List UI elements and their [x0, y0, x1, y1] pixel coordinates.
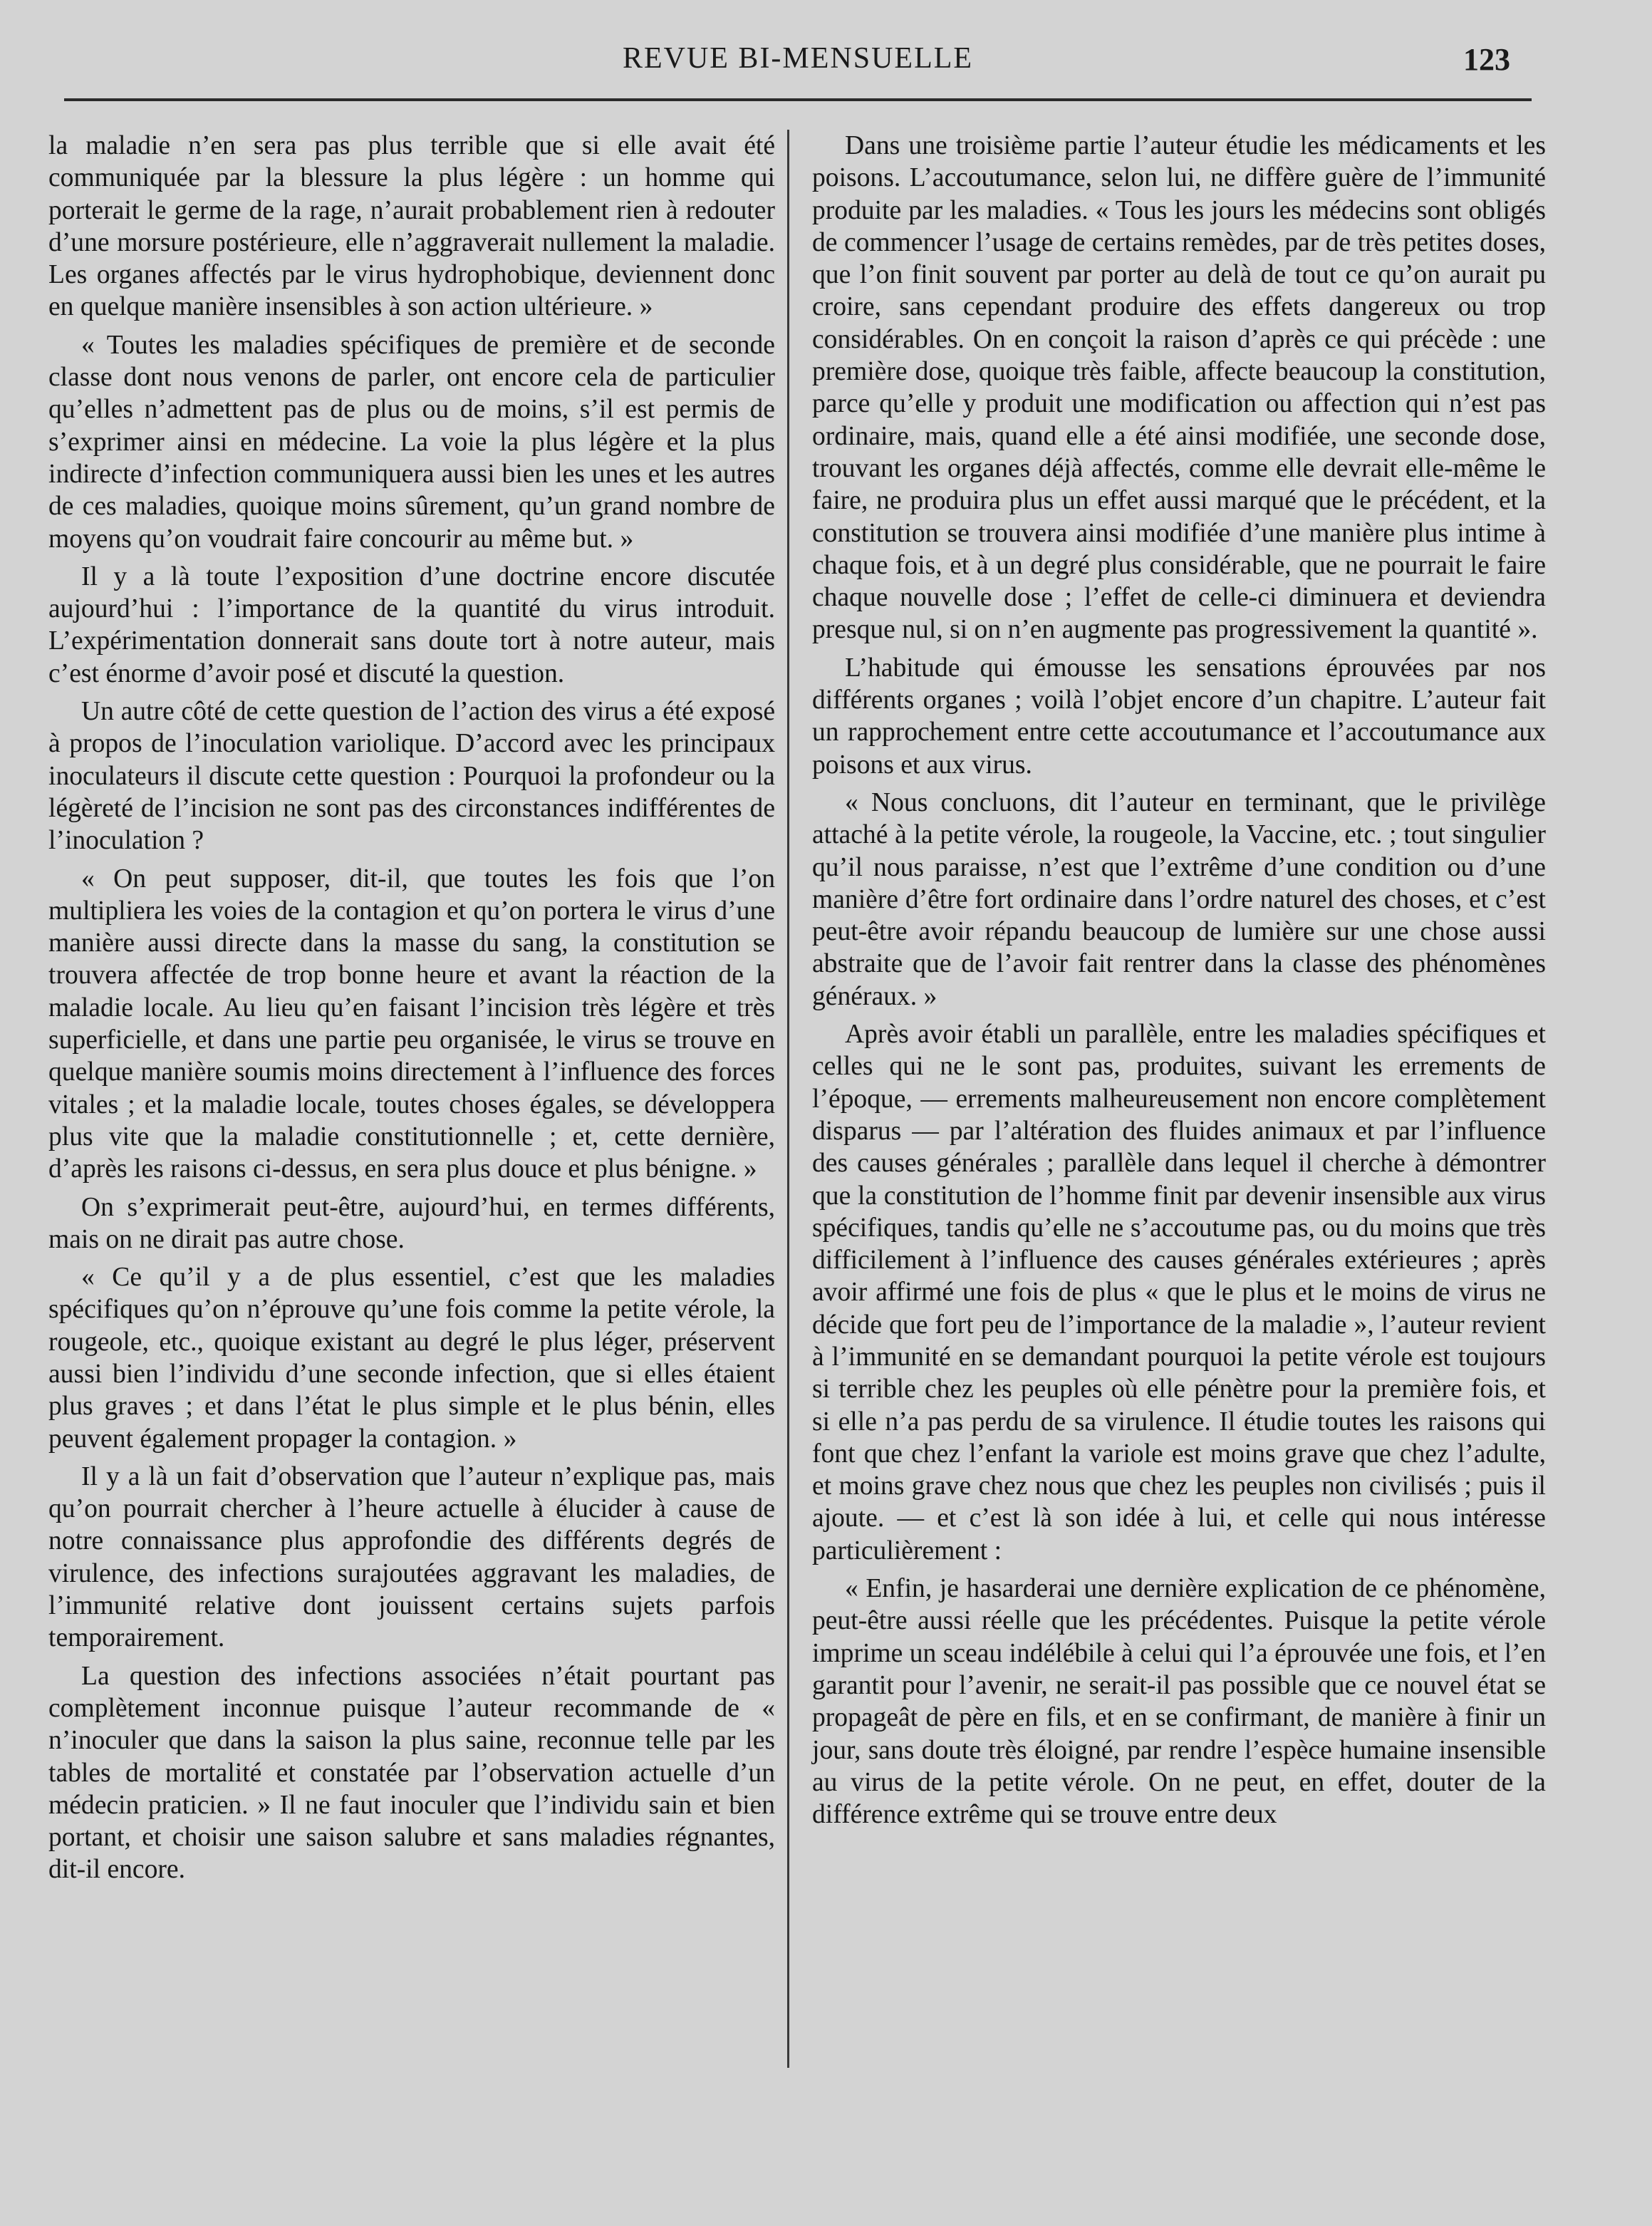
header-rule	[64, 98, 1532, 101]
paragraph: la maladie n’en sera pas plus terrible que si elle avait été communiquée par la blessure la plus légère : un homme qui porterait le germe de la rage, n’aurait probablement rien à redouter d’une morsure postérieure, elle n’aggraverait nullement la maladie. Les organes affectés par le virus hydrophobique, deviennent donc en quelque manière insensibles à son action ultérieure. »	[48, 131, 775, 322]
paragraph: L’habitude qui émousse les sensations éprouvées par nos différents organes ; voilà l’objet encore d’un chapitre. L’auteur fait un rapprochement entre cette accoutumance et l’accoutumance aux poisons et aux virus.	[812, 653, 1546, 780]
running-title: REVUE BI-MENSUELLE	[622, 42, 974, 75]
paragraph: « Ce qu’il y a de plus essentiel, c’est que les maladies spécifiques qu’on n’éprouve qu’une fois comme la petite vérole, la rougeole, etc., quoique existant au degré le plus léger, préservent aussi bien l’individu d’une seconde infection, que si elles étaient plus graves ; et dans l’état le plus simple et le plus bénin, elles peuvent également propager la contagion. »	[48, 1263, 775, 1454]
column-divider	[787, 130, 789, 2068]
paragraph: Après avoir établi un parallèle, entre les maladies spécifiques et celles qui ne le sont pas, produites, suivant les errements de l’époque, — errements malheureusement non encore complètement disparus — par l’altération des fluides animaux et par l’influence des causes générales ; parallèle dans lequel il cherche à démontrer que la constitution de l’homme finit par devenir insensible aux virus spécifiques, tandis qu’elle ne s’accoutume pas, ou du moins que très difficilement à l’influence des causes générales extérieures ; après avoir affirmé une fois de plus « que le plus et le moins de virus ne décide que fort peu de l’importance de la maladie », l’auteur revient à l’immunité en se demandant pourquoi la petite vérole est toujours si terrible chez les peuples où elle pénètre pour la première fois, et si elle n’a pas perdu de sa virulence. Il étudie toutes les raisons qui font que chez l’enfant la variole est moins grave que chez l’adulte, et moins grave chez nous que chez les peuples non civilisés ; puis il ajoute. — et c’est là son idée à lui, et celle qui nous intéresse particulièrement :	[812, 1020, 1546, 1565]
paragraph: Dans une troisième partie l’auteur étudie les médicaments et les poisons. L’accoutumance, selon lui, ne diffère guère de l’immunité produite par les maladies. « Tous les jours les médecins sont obligés de commencer l’usage de certains remèdes, par de très petites doses, que l’on finit souvent par porter au delà de tout ce qu’on aurait pu croire, sans cependant produire des effets dangereux ou trop considérables. On en conçoit la raison d’après ce qui précède : une première dose, quoique très faible, affecte beaucoup la constitution, parce qu’elle y produit une modification ou affection qui n’est pas ordinaire, mais, quand elle a été ainsi modifiée, une seconde dose, trouvant les organes déjà affectés, comme elle devrait elle-même le faire, ne produira plus un effet aussi marqué que le précédent, et la constitution se trouvera ainsi modifiée d’une manière plus intime à chaque fois, et à un degré plus considérable, que ne pourrait le faire chaque nouvelle dose ; l’effet de celle-ci diminuera et deviendra presque nul, si on n’en augmente pas progressivement la quantité ».	[812, 131, 1546, 645]
paragraph: Un autre côté de cette question de l’action des virus a été exposé à propos de l’inoculation variolique. D’accord avec les principaux inoculateurs il discute cette question : Pourquoi la profondeur ou la légèreté de l’incision ne sont pas des circonstances indifférentes de l’inoculation ?	[48, 697, 775, 856]
paragraph: On s’exprimerait peut-être, aujourd’hui, en termes différents, mais on ne dirait pas autre chose.	[48, 1192, 775, 1254]
page-header	[64, 41, 1532, 84]
paragraph: « On peut supposer, dit-il, que toutes les fois que l’on multipliera les voies de la contagion et qu’on portera le virus d’une manière aussi directe dans la masse du sang, la constitution se trouvera affectée de trop bonne heure et avant la réaction de la maladie locale. Au lieu qu’en faisant l’incision très légère et très superficielle, et dans une partie peu organisée, le virus se trouve en quelque manière soumis moins directement à l’influence des forces vitales ; et la maladie locale, toutes choses égales, se développera plus vite que la maladie constitutionnelle ; et, cette dernière, d’après les raisons ci-dessus, en sera plus douce et plus bénigne. »	[48, 864, 775, 1184]
paragraph: La question des infections associées n’était pourtant pas complètement inconnue puisque l’auteur recommande de « n’inoculer que dans la saison la plus saine, reconnue telle par les tables de mortalité et constatée par l’observation actuelle d’un médecin praticien. » Il ne faut inoculer que l’individu sain et bien portant, et choisir une saison salubre et sans maladies régnantes, dit-il encore.	[48, 1661, 775, 1885]
paragraph: Il y a là un fait d’observation que l’auteur n’explique pas, mais qu’on pourrait chercher à l’heure actuelle à élucider à cause de notre connaissance plus approfondie des différents degrés de virulence, des infections surajoutées aggravant les maladies, de l’immunité relative dont jouissent certains sujets parfois temporairement.	[48, 1461, 775, 1653]
paragraph: « Toutes les maladies spécifiques de première et de seconde classe dont nous venons de parler, ont encore cela de particulier qu’elles n’admettent pas de plus ou de moins, s’il est permis de s’exprimer ainsi en médecine. La voie la plus légère et la plus indirecte d’infection communiquera aussi bien les unes et les autres de ces maladies, quoique moins sûrement, qu’un grand nombre de moyens qu’on voudrait faire concourir au même but. »	[48, 330, 775, 554]
paragraph: « Nous concluons, dit l’auteur en terminant, que le privilège attaché à la petite vérole, la rougeole, la Vaccine, etc. ; tout singulier qu’il nous paraisse, n’est que l’extrême d’une condition ou d’une manière d’être fort ordinaire dans l’ordre naturel des choses, et c’est peut-être avoir répandu beaucoup de lumière sur une chose aussi abstraite que de l’avoir fait rentrer dans la classe des phénomènes généraux. »	[812, 787, 1546, 1011]
paragraph: Il y a là toute l’exposition d’une doctrine encore discutée aujourd’hui : l’importance de la quantité du virus introduit. L’expérimentation donnerait sans doute tort à notre auteur, mais c’est énorme d’avoir posé et discuté la question.	[48, 561, 775, 688]
paragraph: « Enfin, je hasarderai une dernière explication de ce phénomène, peut-être aussi réelle que les précédentes. Puisque la petite vérole imprime un sceau indélébile à celui qui l’a éprouvée une fois, et l’en garantit pour l’avenir, ne serait-il pas possible que ce nouvel état se propageât de père en fils, et en se confirmant, de manière à finir un jour, sans doute très éloigné, par rendre l’espèce humaine insensible au virus de la petite vérole. On ne peut, en effet, douter de la différence extrême qui se trouve entre deux	[812, 1574, 1546, 1830]
right-column	[812, 130, 1546, 1836]
left-column	[48, 130, 775, 1892]
page-number: 123	[1463, 42, 1510, 77]
